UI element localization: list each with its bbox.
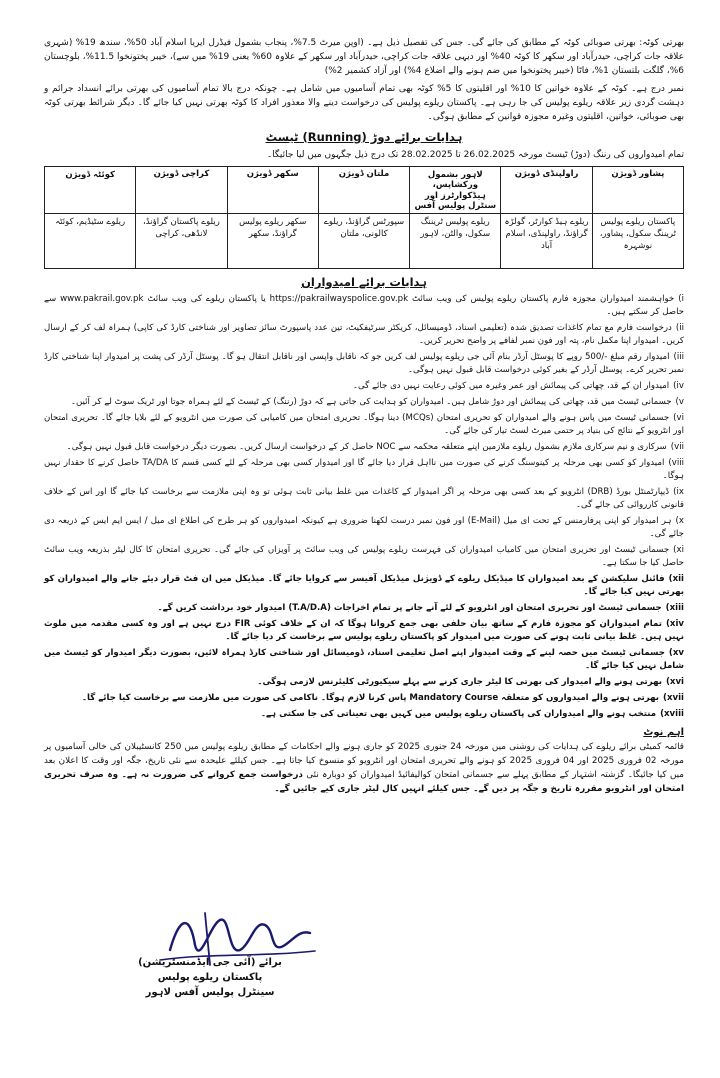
table-cell: ریلوے سٹیڈیم، کوئٹہ [45, 214, 136, 269]
list-item [44, 486, 684, 512]
list-item [44, 322, 684, 348]
table-header-cell: کراچی ڈویژن [136, 167, 227, 214]
division-venues-table [44, 166, 684, 269]
list-item [44, 515, 684, 541]
list-item [44, 676, 684, 689]
list-item-text: جسمانی ٹیسٹ میں قد، چھاتی کی پیمائش اور دوڑ شامل ہیں۔ امیدواران کو ہدایت کی جاتی ہے کہ دوڑ (رننگ) کے ٹیسٹ کے لئے ہمراہ جوتا اور ٹریک سوٹ لے کر آئیں۔ [70, 397, 672, 407]
list-item [44, 692, 684, 705]
table-header-cell: کوئٹہ ڈویژن [45, 167, 136, 214]
list-item-text: درخواست فارم مع تمام کاغذات تصدیق شدہ (تعلیمی اسناد، ڈومیسائل، کریکٹر سرٹیفکیٹ، تین عدد پاسپورٹ سائز تصاویر اور شناختی کارڈ کی کاپی) ہمراہ لف کر کے ارسال کریں۔ امیدوار اپنا مکمل نام، پتہ اور فون نمبر لفافے پر واضح تحریر کریں۔ [44, 323, 684, 346]
list-item-number: xvi) [665, 677, 684, 687]
list-item-text: جسمانی ٹیسٹ میں حصہ لینے کے وقت امیدوار اپنے اصل تعلیمی اسناد، ڈومیسائل اور شناختی کارڈ ہمراہ لائیں، بصورت دیگر امیدوار کو ٹیسٹ میں شامل نہیں کیا جائے گا۔ [44, 648, 684, 671]
table-cell: ریلوے پولیس ٹریننگ سکول، والٹن، لاہور [410, 214, 501, 269]
table-header-cell: راولپنڈی ڈویژن [501, 167, 592, 214]
list-item [44, 618, 684, 644]
list-item-number: xii) [668, 574, 684, 584]
list-item-number: xviii) [660, 709, 684, 719]
signature-line-title: برائے (آئی جی ایڈمنسٹریشن) [138, 957, 282, 968]
list-item [44, 351, 684, 377]
list-item [44, 396, 684, 409]
list-item [44, 708, 684, 721]
list-item-number: ix) [673, 487, 684, 497]
list-item-number: ii) [675, 323, 684, 333]
list-item-number: iv) [673, 381, 684, 391]
table-header-cell: لاہور بشمول ورکشاپس، ہیڈکوارٹرز اور سنٹرل پولیس آفس [410, 167, 501, 214]
list-item [44, 441, 684, 454]
table-cell: پاکستان ریلوے پولیس ٹریننگ سکول، پشاور، نوشہرہ [592, 214, 683, 269]
list-item-number: iii) [673, 352, 684, 362]
signature-line-org: پاکستان ریلوے پولیس [157, 972, 263, 983]
table-cell: ریلوے پاکستان گراؤنڈ، لانڈھی، کراچی [136, 214, 227, 269]
intro-paragraph-quota: بھرتی کوٹہ: بھرتی صوبائی کوٹہ کے مطابق کی جائے گی۔ جس کی تفصیل ذیل ہے۔ (اوپن میرٹ 7.5%، پنجاب بشمول فیڈرل ایریا اسلام آباد 50%، سندھ 19% (شہری علاقہ جات کراچی، حیدرآباد اور سکھر کا کوٹہ 40% اور دیہی علاقہ جات کراچی، حیدرآباد اور سکھر کے علاوہ 60% یعنی 19% میں سے)، خیبر پختونخوا 11.5%، بلوچستان 6%، گلگت بلتستان 1%، فاٹا (خیبر پختونخوا میں ضم ہونے والے اضلاع 4%) اور آزاد کشمیر 2%) [43, 38, 685, 76]
important-note [44, 740, 684, 796]
list-item [44, 293, 684, 319]
important-note-text: قائمہ کمیٹی برائے ریلوے کی ہدایات کی روشنی میں مورخہ 24 جنوری 2025 کو جاری ہونے والے احکامات کے مطابق ریلوے پولیس میں 250 کانسٹیبلان کی خالی آسامیوں پر مورخہ 02 فروری 2025 اور 04 فروری 2025 کو ہونے والے تحریری امتحان اور انٹرویو کو منسوخ کیا جاتا ہے۔ جس کیلئے علیحدہ سے نئی تاریخ، جگہ اور وقت کا اعلان بعد میں کیا جائیگا۔ گزشتہ اشتہار کے مطابق پہلے سے جسمانی امتحان کوالیفائیڈ امیدواران کو دوبارہ نئی [44, 742, 685, 780]
table-header-cell: سکھر ڈویژن [227, 167, 318, 214]
important-note-title: اہم نوٹ [643, 727, 684, 738]
signature-line-office: سینٹرل پولیس آفس لاہور [145, 987, 275, 998]
list-item [44, 544, 684, 570]
instructions-list [44, 293, 684, 721]
list-item-text: بھرتی ہونے والے امیدوار کی بھرتی کا لیٹر جاری کرنے سے پہلے سیکیورٹی کلیئرنس لازمی ہوگی۔ [257, 677, 662, 687]
important-note-bold-text: درخواست جمع کروانے کی ضرورت نہ ہے۔ وہ صرف تحریری امتحان اور انٹرویو مقررہ تاریخ و جگہ پر دیں گے۔ جس کیلئے انہیں کال لیٹر جاری کیے جائیں گے۔ [44, 770, 684, 794]
list-item [44, 457, 684, 483]
table-header-cell: پشاور ڈویژن [592, 167, 683, 214]
list-item-number: vi) [673, 413, 684, 423]
list-item-number: xv) [668, 648, 684, 658]
list-item-number: xiv) [665, 619, 684, 629]
list-item-text: فائنل سلیکشن کے بعد امیدواران کا میڈیکل ریلوے کے ڈویژنل میڈیکل آفیسر سے کروایا جائے گا۔ میڈیکل میں ان فٹ قرار دیئے جانے والے امیدواران کو بھرتی نہیں کیا جائے گا۔ [44, 574, 684, 597]
list-item-text: خواہشمند امیدواران مجوزہ فارم پاکستان ریلوے پولیس کی ویب سائٹ https://pakrailwayspolice.gov.pk یا پاکستان ریلوے کی ویب سائٹ www.pakrail.gov.pk سے حاصل کر سکتے ہیں۔ [44, 294, 684, 317]
table-cell: ریلوے ہیڈ کوارٹر، گولڑہ گراؤنڈ، راولپنڈی، اسلام آباد [501, 214, 592, 269]
list-item-text: جسمانی ٹیسٹ اور تحریری امتحان میں کامیاب امیدواران کی فہرست ریلوے پولیس کی ویب سائٹ پر آویزاں کی جائے گی۔ تحریری امتحان کا کال لیٹر بذریعہ ویب سائٹ حاصل کیا جا سکتا ہے۔ [44, 545, 684, 568]
signature-block [120, 955, 300, 1000]
list-item-text: تمام امیدواران کو مجوزہ فارم کے ساتھ بیان حلفی بھی جمع کروانا ہوگا کہ ان کے خلاف کوئی FIR درج نہیں ہے اور وہ کسی مقدمہ میں ملوث نہیں ہیں۔ غلط بیانی ثابت ہونے کی صورت میں امیدوار کو پاکستان ریلوے پولیس سے برخاست کر دیا جائے گا۔ [44, 619, 684, 642]
list-item-number: xi) [673, 545, 684, 555]
table-cell: سکھر ریلوے پولیس گراؤنڈ، سکھر [227, 214, 318, 269]
list-item-text: ڈیپارٹمنٹل بورڈ (DRB) انٹرویو کے بعد کسی بھی مرحلہ پر اگر امیدوار کے کاغذات میں غلط بیانی ثابت ہوئی تو وہ اپنی ملازمت سے برخاست کیا جائے گا اور اس کے خلاف قانونی کارروائی کی جائے گی۔ [44, 487, 684, 510]
list-item-text: سرکاری و نیم سرکاری ملازم بشمول ریلوے ملازمین اپنے متعلقہ محکمہ سے NOC حاصل کر کے درخواست ارسال کریں۔ بصورت دیگر درخواست قابل قبول نہیں ہوگی۔ [66, 442, 667, 452]
list-item-number: vii) [670, 442, 684, 452]
list-item-number: viii) [668, 458, 684, 468]
table-header-row [45, 167, 684, 214]
list-item [44, 412, 684, 438]
list-item-number: v) [675, 397, 684, 407]
list-item [44, 380, 684, 393]
list-item [44, 602, 684, 615]
list-item [44, 647, 684, 673]
list-item-text: امیدوار رقم مبلغ -/500 روپے کا پوسٹل آرڈر بنام آئی جی ریلوے پولیس لف کریں جو کہ ناقابل واپسی اور ناقابل انتقال ہو گا۔ پوسٹل آرڈر کی پشت پر امیدوار اپنا شناختی کارڈ نمبر تحریر کرے۔ پوسٹل آرڈر کے بغیر کوئی درخواست قابل قبول نہیں ہوگی۔ [44, 352, 684, 375]
table-row [45, 214, 684, 269]
running-test-heading: ہدایات برائے دوڑ (Running) ٹیسٹ [265, 130, 463, 144]
list-item-number: x) [675, 516, 684, 526]
list-item-number: i) [678, 294, 684, 304]
list-item [44, 573, 684, 599]
list-item-text: ہر امیدوار کو اپنی پرفارمنس کے تحت ای میل (E-Mail) اور فون نمبر درست لکھنا ضروری ہے کیونکہ امیدواروں کو ہر طرح کی اطلاع ای میل / ایس ایم ایس کے ذریعہ دی جائے گی۔ [44, 516, 684, 539]
table-header-cell: ملتان ڈویژن [318, 167, 409, 214]
instructions-heading: ہدایات برائے امیدواران [301, 275, 427, 289]
list-item-text: امیدوار کو کسی بھی مرحلہ پر کینوسنگ کرنے کی صورت میں نااہل قرار دیا جائے گا اور امیدوار کسی بھی مرحلہ کے لئے کسی قسم کا TA/DA حاصل کرنے کا حقدار نہیں ہوگا۔ [44, 458, 684, 481]
intro-paragraph-conditions: نمبر درج ہے۔ کوٹہ کے علاوہ خواتین کا 10% اور اقلیتوں کا 5% کوٹہ بھی تمام آسامیوں میں شامل ہے۔ چونکہ درج بالا تمام آسامیوں کی بھرتی برائے انسداد جرائم و دہشت گردی زیر علاقہ ریلوے پولیس کی جا رہی ہے۔ پاکستان ریلوے پولیس کی درخواست دینے والا معذور افراد کا کوٹہ بھرتی نہیں کیا جائے گا۔ دیگر شرائط بھرتی کوٹہ بھی صوبائی، خواتین، اقلیتوں وغیرہ مجوزہ قوانین کے مطابق ہوگی۔ [44, 84, 684, 122]
table-cell: سپورٹس گراؤنڈ، ریلوے کالونی، ملتان [318, 214, 409, 269]
list-item-text: منتخب ہونے والے امیدواران کی پاکستان ریلوے پولیس میں کہیں بھی تعیناتی کی جا سکتی ہے۔ [260, 709, 657, 719]
list-item-text: بھرتی ہونے والے امیدواروں کو متعلقہ Mandatory Course پاس کرنا لازم ہوگا۔ ناکامی کی صورت میں ملازمت سے برخاست کیا جائے گا۔ [81, 693, 660, 703]
list-item-text: جسمانی ٹیسٹ اور تحریری امتحان اور انٹرویو کے لئے آنے جانے پر تمام اخراجات (T.A/D.A) امیدوار خود برداشت کریں گے۔ [157, 603, 662, 613]
running-test-intro: تمام امیدواروں کی رننگ (دوڑ) ٹیسٹ مورخہ 26.02.2025 تا 28.02.2025 تک درج ذیل جگہوں میں لیا جائیگا۔ [266, 150, 684, 160]
list-item-number: xiii) [665, 603, 684, 613]
list-item-text: امیدوار ان کے قد، چھاتی کی پیمائش اور عمر وغیرہ میں کوئی رعایت نہیں دی جائے گی۔ [352, 381, 670, 391]
list-item-number: xvii) [663, 693, 684, 703]
list-item-text: جسمانی ٹیسٹ میں پاس ہونے والے امیدواران کو تحریری امتحان (MCQs) دینا ہوگا۔ تحریری امتحان میں کامیابی کی صورت میں انٹرویو کے لئے بلایا جائے گا۔ تحریری امتحان اور انٹرویو کے نتائج کی بنیاد پر حتمی میرٹ لسٹ تیار کی جائے گی۔ [44, 413, 684, 436]
